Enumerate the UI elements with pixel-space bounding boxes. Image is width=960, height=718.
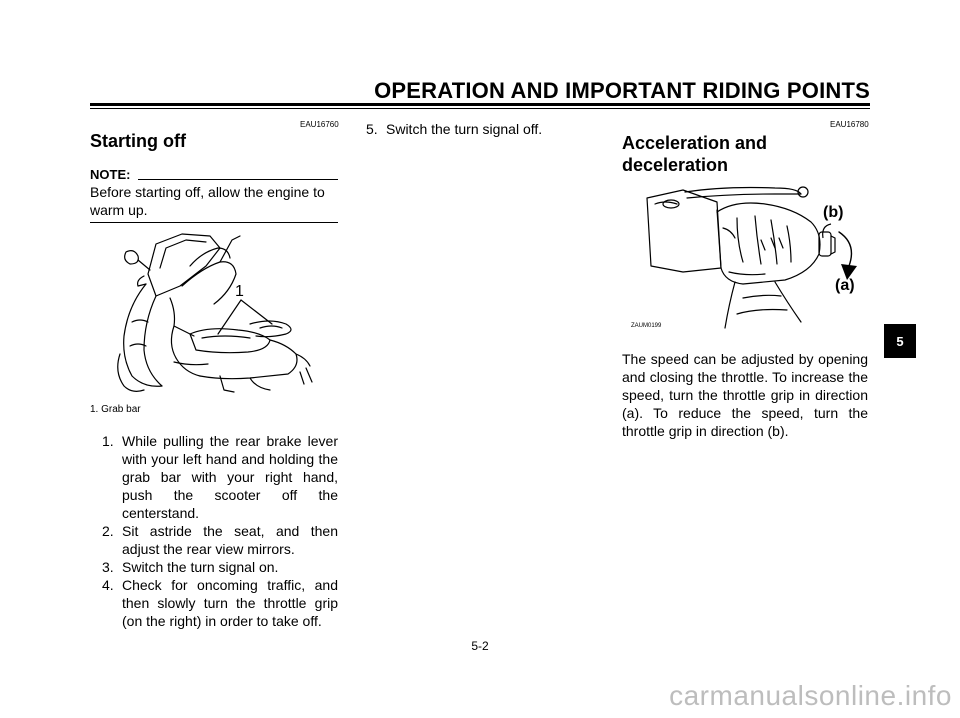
section-heading-starting-off: Starting off (90, 131, 186, 151)
list-item (102, 558, 338, 576)
step-number: 2. (102, 523, 114, 539)
header-rule-thick (90, 103, 870, 106)
page-number: 5-2 (471, 639, 489, 653)
step-text: Switch the turn signal on. (122, 559, 279, 575)
scooter-grab-bar-illustration (110, 226, 340, 396)
note-text: Before starting off, allow the engine to warm up. (90, 184, 325, 218)
list-item (102, 432, 338, 522)
section-code-right: EAU16780 (830, 120, 869, 129)
chapter-tab: 5 (884, 324, 916, 358)
direction-label-b: (b) (823, 204, 844, 221)
step-5-list (366, 120, 606, 138)
figure-code: ZAUM0199 (631, 323, 662, 329)
note-rule-bottom (90, 222, 338, 223)
step-text: While pulling the rear brake lever with your left hand and holding the grab bar with your right hand, push the scooter off the centerstand. (122, 433, 338, 521)
step-number: 4. (102, 577, 114, 593)
note-rule-top (138, 179, 338, 180)
figure-callout-1: 1 (235, 283, 244, 300)
starting-steps-list (102, 432, 338, 630)
step-number: 3. (102, 559, 114, 575)
direction-label-a: (a) (835, 277, 855, 294)
step-number: 5. (366, 121, 378, 137)
section-heading-acceleration-line2: deceleration (622, 155, 729, 175)
step-text: Sit astride the seat, and then adjust the rear view mirrors. (122, 523, 338, 557)
section-code-left: EAU16760 (300, 120, 339, 129)
list-item (102, 576, 338, 630)
header-rule-thin (90, 108, 870, 109)
watermark-text: carmanualsonline.info (669, 680, 952, 711)
page-header-title: OPERATION AND IMPORTANT RIDING POINTS (374, 78, 870, 103)
list-item (102, 522, 338, 558)
figure-caption-grab-bar: 1. Grab bar (90, 404, 141, 415)
throttle-grip-illustration (625, 182, 870, 332)
note-label: NOTE: (90, 167, 131, 182)
acceleration-paragraph: The speed can be adjusted by opening and closing the throttle. To increase the speed, turn the throttle grip in direction (a). To reduce the speed, turn the throttle grip in direction (b). (622, 351, 868, 439)
step-text: Check for oncoming traffic, and then slowly turn the throttle grip (on the right) in order to take off. (122, 577, 338, 629)
list-item (366, 120, 606, 138)
step-text: Switch the turn signal off. (386, 121, 543, 137)
section-heading-acceleration-line1: Acceleration and (622, 133, 768, 153)
step-number: 1. (102, 433, 114, 449)
